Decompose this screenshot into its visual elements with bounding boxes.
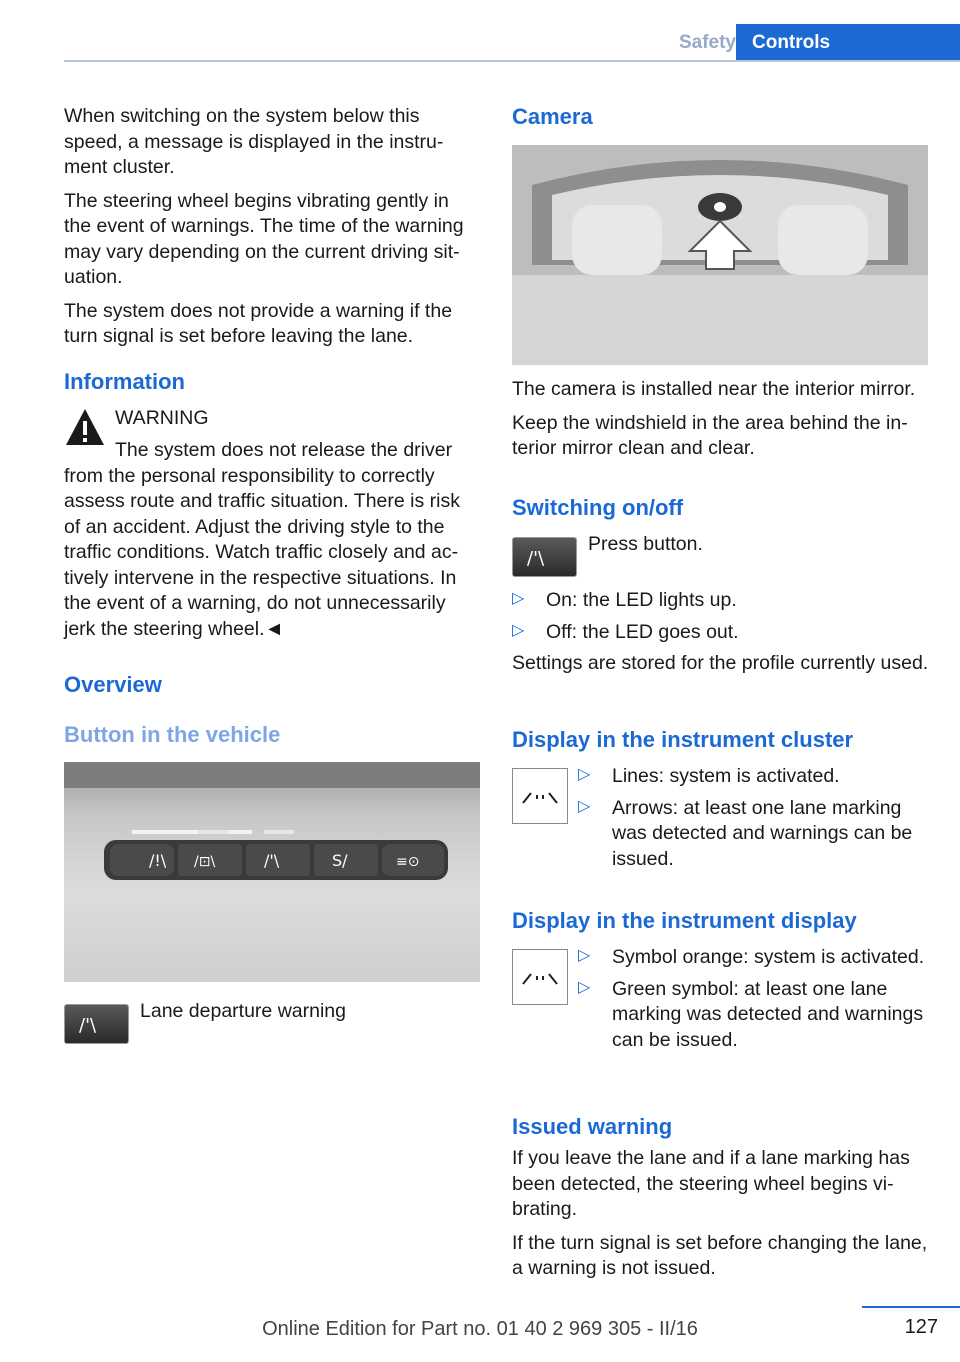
- switch-list: [512, 588, 932, 677]
- issued-warning-heading: Issued warning: [512, 1114, 673, 1139]
- warning-label: WARNING: [115, 407, 209, 429]
- list-item-text: Lines: system is activated.: [612, 765, 840, 787]
- issued-paragraph-2: If the turn signal is set before changing the lane, a warning is not issued.: [512, 1231, 928, 1279]
- bullet-triangle-icon: ▷: [578, 766, 591, 783]
- header-chapter-tab[interactable]: Controls: [736, 24, 960, 62]
- page-number: 127: [904, 1316, 938, 1338]
- camera-paragraph-2: Keep the windshield in the area behind the interior mirror clean and clear.: [512, 411, 908, 459]
- list-item: [578, 764, 928, 790]
- display-heading: Display in the instrument display: [512, 908, 857, 933]
- warning-line: from the personal responsibility to correctly: [64, 464, 435, 487]
- header-section-tab[interactable]: Safety: [678, 32, 736, 53]
- camera-photo: [512, 145, 928, 365]
- svg-text:/'\: /'\: [79, 1015, 97, 1036]
- information-heading: Information: [64, 369, 185, 394]
- camera-paragraph-1: The camera is installed near the interior mirror.: [512, 378, 916, 400]
- svg-text:≡⊙: ≡⊙: [396, 854, 420, 870]
- button-in-vehicle-heading: Button in the vehicle: [64, 722, 281, 747]
- svg-text:/'\: /'\: [527, 548, 545, 569]
- camera-heading: Camera: [512, 104, 593, 129]
- press-button-text: Press button.: [588, 533, 703, 555]
- warning-line: traffic conditions. Watch traffic closely and ac-: [64, 541, 459, 563]
- warning-line: tively intervene in the respective situations. In: [64, 566, 457, 589]
- bullet-triangle-icon: ▷: [578, 947, 591, 964]
- svg-text:S/: S/: [332, 851, 348, 870]
- display-list: [578, 945, 928, 1053]
- list-item-text: On: the LED lights up.: [546, 589, 737, 611]
- warning-line: assess route and traffic situation. There is risk: [64, 490, 460, 512]
- switching-heading: Switching on/off: [512, 495, 684, 520]
- warning-line: the event of a warning, do not unnecessarily: [64, 592, 446, 614]
- list-item-text: Arrows: at least one lane marking was detected and warnings can be issued.: [612, 796, 913, 870]
- bullet-triangle-icon: ▷: [512, 621, 525, 639]
- list-item: [578, 796, 928, 873]
- left-intro: [64, 104, 480, 350]
- intro-paragraph-3: The system does not provide a warning if the turn signal is set before leaving the lane.: [64, 299, 453, 347]
- list-item-text: Off: the LED goes out.: [546, 620, 739, 643]
- intro-paragraph-2: The steering wheel begins vibrating gently in the event of warnings. The time of the warning may vary depending on the current driving situation.: [64, 189, 464, 288]
- cluster-list: [578, 764, 928, 872]
- warning-text: [64, 438, 484, 642]
- lane-departure-button-icon: [512, 537, 577, 577]
- edition-text: Online Edition for Part no. 01 40 2 969 305 - II/16: [262, 1318, 698, 1340]
- warning-line: The system does not release the driver: [115, 439, 453, 461]
- list-item: [512, 620, 932, 646]
- svg-text:/'\: /'\: [264, 851, 280, 870]
- lane-departure-button-icon: [64, 1004, 129, 1044]
- issued-text: [512, 1146, 932, 1282]
- list-item-text: Symbol orange: system is activated.: [612, 946, 925, 968]
- button-panel-illustration: [64, 762, 480, 982]
- lane-departure-caption: Lane departure warning: [140, 1000, 346, 1022]
- svg-text:/⊡\: /⊡\: [194, 854, 216, 870]
- overview-heading: Overview: [64, 672, 162, 697]
- cluster-heading: Display in the instrument cluster: [512, 727, 854, 752]
- lane-lines-icon: [512, 768, 568, 824]
- intro-paragraph-1: When switching on the system below this speed, a message is displayed in the instrument cluster.: [64, 105, 444, 178]
- footer-divider: [862, 1306, 960, 1308]
- list-item: [578, 977, 928, 1054]
- lane-lines-icon: [512, 949, 568, 1005]
- list-item-text: Green symbol: at least one lane marking was detected and warnings can be issued.: [612, 977, 924, 1051]
- warning-line: jerk the steering wheel.◄: [64, 617, 284, 640]
- camera-text: [512, 377, 932, 462]
- issued-paragraph-1: If you leave the lane and if a lane marking has been detected, the steering wheel begins vibrating.: [512, 1147, 910, 1220]
- bullet-triangle-icon: ▷: [512, 590, 525, 607]
- header-divider: [64, 60, 960, 62]
- list-item: [578, 945, 928, 971]
- button-panel-photo: [64, 762, 480, 982]
- svg-text:/!\: /!\: [149, 851, 167, 870]
- settings-text: Settings are stored for the profile currently used.: [512, 652, 929, 674]
- windshield-illustration: [512, 145, 928, 365]
- warning-line: of an accident. Adjust the driving style to the: [64, 515, 445, 538]
- bullet-triangle-icon: ▷: [578, 797, 591, 815]
- bullet-triangle-icon: ▷: [578, 978, 591, 996]
- list-item: [512, 588, 932, 614]
